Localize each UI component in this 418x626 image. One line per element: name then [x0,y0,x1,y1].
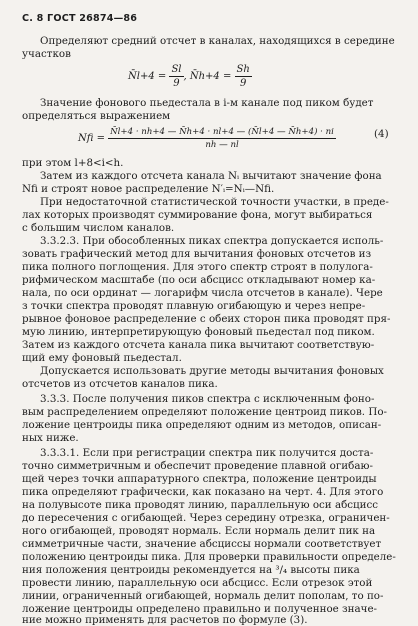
text-line: определяться выражением [22,110,171,122]
text-line: пика полного поглощения. Для этого спектр строят в полулога- [22,261,373,273]
text-line: ние можно применять для расчетов по формуле (3). [22,614,308,626]
text-line: точно симметричным и обеспечит проведение плавной огибаю- [22,460,373,472]
text-line: Допускается использовать другие методы вычитания фоновых [40,365,384,377]
text-line: ных ниже. [22,432,79,444]
text-line: Затем из каждого отсчета канала пика вычитают соответствую- [22,339,375,351]
text-line: отсчетов из отсчетов каналов пика. [22,378,218,390]
text-line: при этом l+8<i<h. [22,157,124,169]
text-line: зовать графический метод для вычитания фоновых отсчетов из [22,248,372,260]
text-line: симметричные части, значение абсциссы нормали соответствует [22,538,382,550]
text-line: линии, ограниченный огибающей, нормаль делит пополам, то по- [22,590,384,602]
text-line: рывное фоновое распределение с обеих сторон пика проводят пря- [22,313,391,325]
formula-background: Nfi = $\frac{N̄l+4 \cdot nh+4 — N̄h+4 \cdot nl+4 — (N̄l+4 — N̄h+4) \cdot ni}{nh — nl}$ [78,127,334,150]
text-line: нала, по оси ординат — логарифм числа отсчетов в канале). Чере [22,287,383,299]
text-line: рифмическом масштабе (по оси абсцисс откладывают номер ка- [22,274,376,286]
text-line: При недостаточной статистической точности участки, в преде- [40,196,389,208]
text-line: ложение центроиды пика определяют одним из методов, описан- [22,419,382,431]
text-line: ного огибающей, проводят нормаль. Если нормаль делит пик на [22,525,376,537]
text-line: Nfi и строят новое распределение N′ᵢ=Nᵢ—Nfi. [22,183,275,195]
text-line: участков [22,48,71,60]
text-line: на полувысоте пика проводят линию, параллельную оси абсцисс [22,499,379,511]
text-line: ложение центроиды определено правильно и полученное значе- [22,603,378,615]
text-line: 3.3.3. После получения пиков спектра с исключенным фоно- [40,393,375,405]
equation-number: (4) [374,128,389,140]
text-line: 3.3.3.1. Если при регистрации спектра пик получится доста- [40,447,374,459]
text-line: Значение фонового пьедестала в i-м канале под пиком будет [40,97,374,109]
text-line: 3.3.2.3. При обособленных пиках спектра допускается исполь- [40,235,384,247]
text-line: щей через точки аппаратурного спектра, положение центроиды [22,473,377,485]
formula-mean-counts: N̄l+4 = $\frac{Sl}{9}$ , N̄h+4 = $\frac{Sh}{9}$ [128,64,250,89]
text-line: Затем из каждого отсчета канала Nᵢ вычитают значение фона [40,170,382,182]
text-line: положению центроиды пика. Для проверки правильности определе- [22,551,396,563]
text-line: лах которых производят суммирование фона, могут выбираться [22,209,373,221]
text-line: с большим числом каналов. [22,222,175,234]
text-line: до пересечения с огибающей. Через середину отрезка, ограничен- [22,512,390,524]
text-line: пика определяют графически, как показано на черт. 4. Для этого [22,486,384,498]
text-line: Определяют средний отсчет в каналах, находящихся в середине [40,35,395,47]
page-header: С. 8 ГОСТ 26874—86 [22,13,138,24]
text-line: щий ему фоновый пьедестал. [22,352,182,364]
text-line: мую линию, интерпретирующую фоновый пьедестал под пиком. [22,326,375,338]
text-line: вым распределением определяют положение центроид пиков. По- [22,406,388,418]
text-line: провести линию, параллельную оси абсцисс. Если отрезок этой [22,577,373,589]
text-line: ния положения центроиды рекомендуется на ³/₄ высоты пика [22,564,360,576]
text-line: з точки спектра проводят плавную огибающую и через непре- [22,300,366,312]
